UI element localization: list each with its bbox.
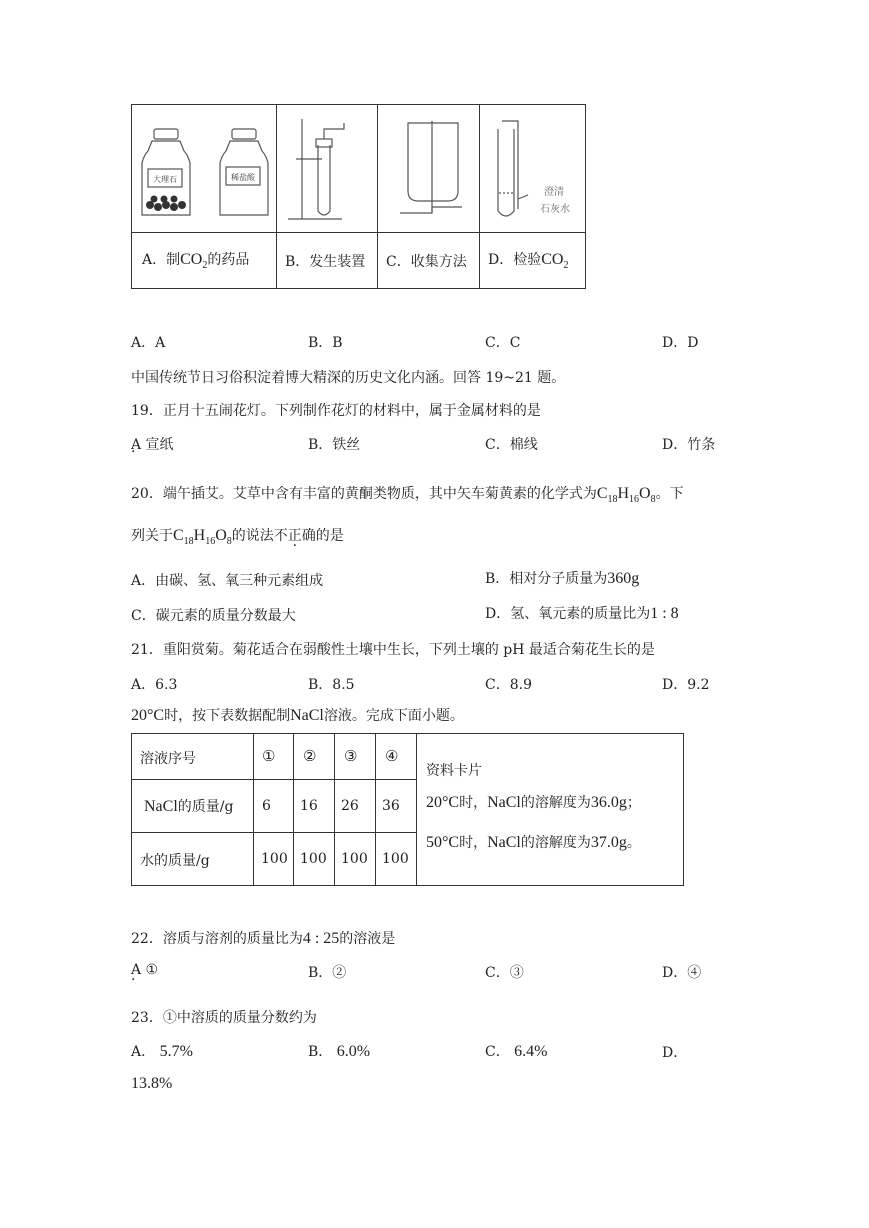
nacl-mass-3: 26 — [341, 798, 359, 814]
caption-d: D．检验$CO_2$ — [488, 251, 569, 271]
caption-a: A．制$CO_2$的药品 — [142, 251, 250, 271]
q22-option-c: C．③ — [485, 965, 524, 981]
marble-label: 大理石 — [153, 175, 177, 184]
q19-stem: 19．正月十五闹花灯。下列制作花灯的材料中，属于金属材料的是 — [131, 403, 541, 419]
q23-option-a: A． 5.7% — [131, 1043, 193, 1060]
apparatus-table — [131, 104, 586, 289]
q18-option-c: C．C — [485, 335, 521, 351]
table-divider — [132, 232, 585, 233]
limewater-label-1: 澄清 — [544, 187, 564, 198]
data-card-title: 资料卡片 — [426, 763, 482, 779]
q22-option-b: B．② — [308, 965, 347, 981]
data-card-line-1: 20°C时，NaCl的溶解度为36.0g； — [426, 794, 641, 811]
water-mass-4: 100 — [382, 851, 409, 867]
limewater-label-2: 石灰水 — [540, 204, 570, 215]
q21-option-c: C．8.9 — [485, 677, 532, 693]
water-mass-1: 100 — [261, 851, 288, 867]
col-1: ① — [262, 747, 276, 765]
reagent-bottles-image — [138, 123, 272, 223]
caption-c: C．收集方法 — [386, 254, 467, 270]
q23-option-d-value: 13.8% — [131, 1075, 173, 1092]
header-solution-no: 溶液序号 — [140, 751, 196, 767]
q19-option-c: C．棉线 — [485, 437, 538, 453]
water-mass-2: 100 — [300, 851, 327, 867]
q20-option-d: D．氢、氧元素的质量比为1 : 8 — [485, 605, 679, 622]
water-mass-3: 100 — [341, 851, 368, 867]
hcl-label: 稀盐酸 — [231, 173, 255, 182]
caption-b: B．发生装置 — [285, 254, 366, 270]
q20-option-a: A．由碳、氢、氧三种元素组成 — [131, 573, 324, 589]
emphasis-not-correct: 不正确 — [273, 528, 316, 544]
row-water-mass-label: 水的质量/g — [140, 853, 210, 869]
q23-option-b: B． 6.0% — [308, 1043, 371, 1060]
collection-bottle-image — [388, 115, 478, 227]
q19-option-d: D．竹条 — [662, 437, 716, 453]
q23-option-d-label: D． — [662, 1045, 688, 1061]
q22-stem: 22．溶质与溶剂的质量比为4 : 25的溶液是 — [131, 930, 396, 947]
q22-option-a: A ① · — [131, 962, 158, 978]
q20-option-b: B．相对分子质量为360g — [485, 570, 640, 587]
data-card-line-2: 50°C时，NaCl的溶解度为37.0g。 — [426, 834, 641, 851]
q19-option-a: A 宣纸 · — [131, 434, 174, 454]
q18-option-a: A．A — [131, 335, 166, 351]
q21-option-b: B．8.5 — [308, 677, 355, 693]
q21-stem: 21．重阳赏菊。菊花适合在弱酸性土壤中生长，下列土壤的 pH 最适合菊花生长的是 — [131, 642, 655, 658]
q22-option-d: D．④ — [662, 965, 702, 981]
col-4: ④ — [385, 747, 399, 765]
q20-stem-line2: 列关于$C_{18}H_{16}O_8$的说法不正确的是 — [131, 527, 344, 547]
q23-option-c: C． 6.4% — [485, 1043, 548, 1060]
q18-option-d: D．D — [662, 335, 699, 351]
row-nacl-mass-label: NaCl的质量/g — [144, 798, 234, 815]
q20-option-c: C．碳元素的质量分数最大 — [131, 608, 296, 624]
nacl-mass-2: 16 — [300, 798, 318, 814]
intro-nacl: 20°C时，按下表数据配制NaCl溶液。完成下面小题。 — [131, 707, 464, 724]
nacl-mass-4: 36 — [382, 798, 400, 814]
solution-table — [131, 733, 684, 886]
q21-option-d: D．9.2 — [662, 677, 710, 693]
generator-apparatus-image — [282, 115, 374, 227]
limewater-test-image — [488, 115, 584, 227]
col-2: ② — [303, 747, 317, 765]
q23-stem: 23．①中溶质的质量分数约为 — [131, 1010, 317, 1026]
intro-festivals: 中国传统节日习俗积淀着博大精深的历史文化内涵。回答 19~21 题。 — [131, 370, 566, 386]
q18-option-b: B．B — [308, 335, 343, 351]
nacl-mass-1: 6 — [262, 798, 271, 814]
q20-stem-line1: 20．端午插艾。艾草中含有丰富的黄酮类物质，其中矢车菊黄素的化学式为$C_{18}H_{16}O_8$。下 — [131, 485, 684, 505]
q19-option-b: B．铁丝 — [308, 437, 361, 453]
col-3: ③ — [344, 747, 358, 765]
q21-option-a: A．6.3 — [131, 677, 178, 693]
